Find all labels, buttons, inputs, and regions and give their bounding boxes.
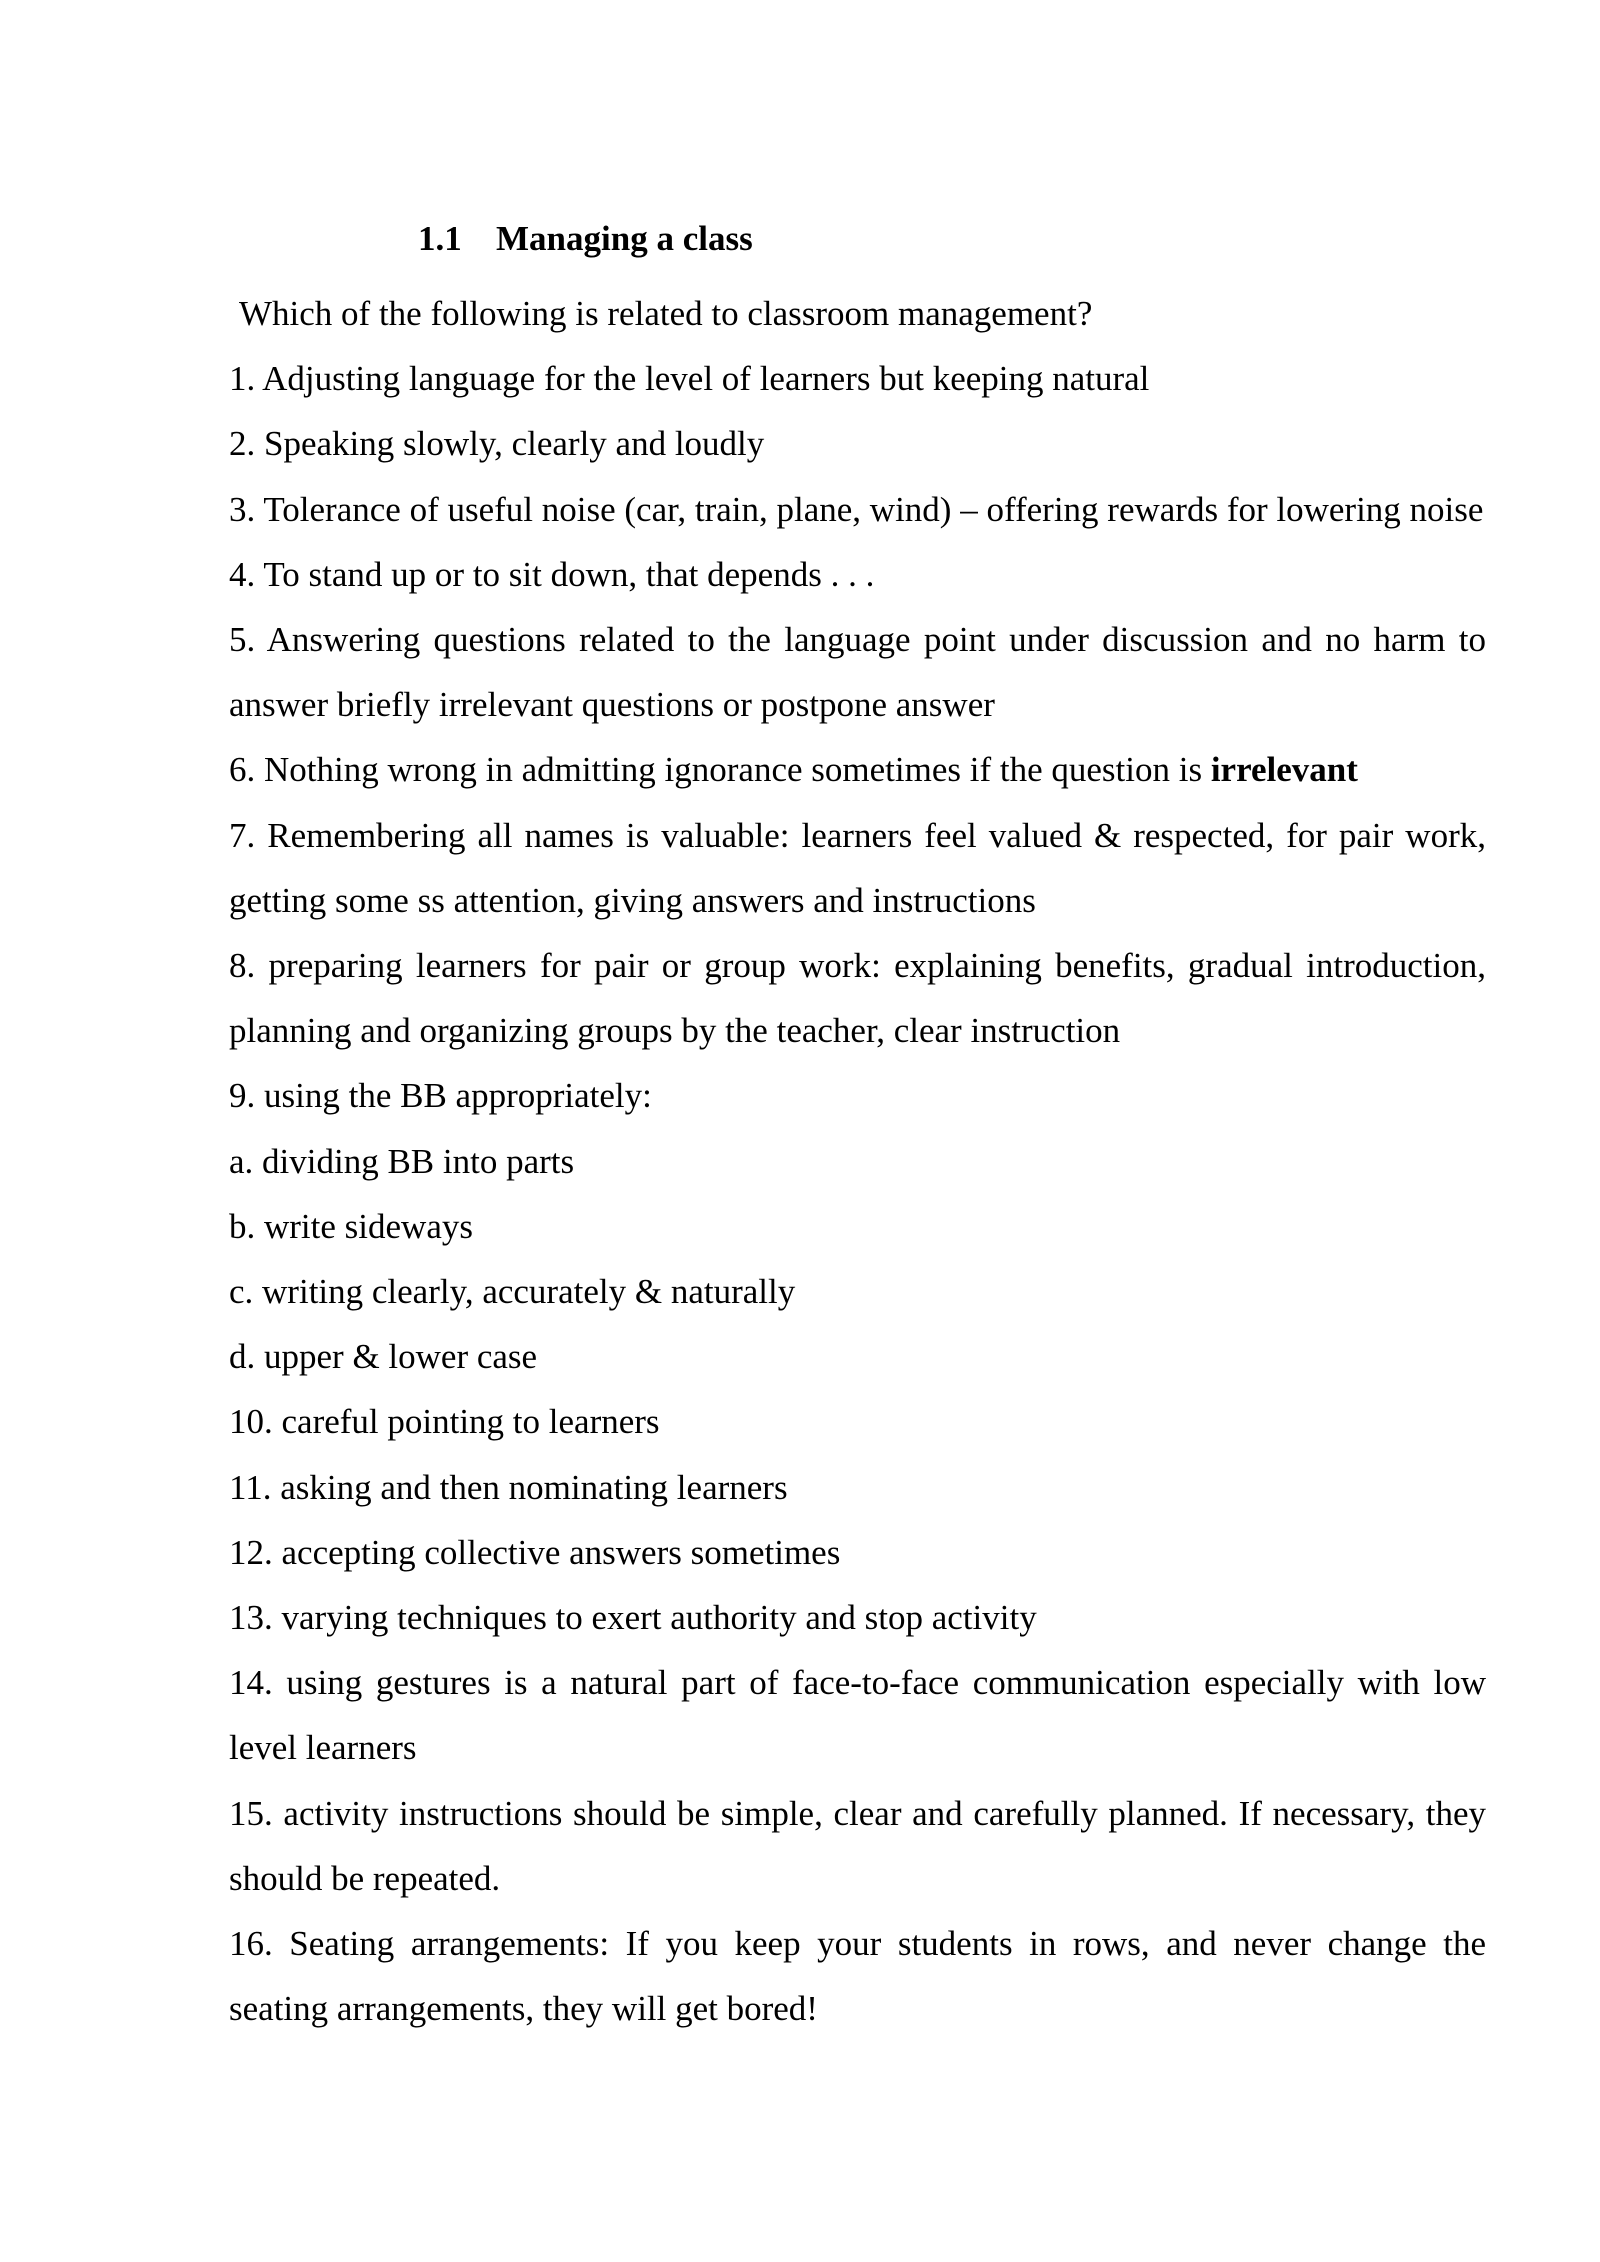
list-item-2: 2. Speaking slowly, clearly and loudly xyxy=(229,424,765,464)
list-item-1: 1. Adjusting language for the level of learners but keeping natural xyxy=(229,359,1150,399)
list-item-12: 12. accepting collective answers sometimes xyxy=(229,1532,841,1572)
list-item-9d: d. upper & lower case xyxy=(229,1337,538,1377)
list-item-8: 8. preparing learners for pair or group work: explaining benefits, gradual introduction, planning and organizing groups by the teacher, clear instruction xyxy=(229,946,1486,1051)
list-item-9: 9. using the BB appropriately: xyxy=(229,1076,652,1116)
list-item-6-emphasis: irrelevant xyxy=(1210,750,1358,790)
list-item-5: 5. Answering questions related to the language point under discussion and no harm to answer briefly irrelevant questions or postpone answer xyxy=(229,620,1486,725)
list-item-11: 11. asking and then nominating learners xyxy=(229,1467,788,1507)
section-title: Managing a class xyxy=(496,219,753,258)
list-item-3: 3. Tolerance of useful noise (car, train, plane, wind) – offering rewards for lowering noise xyxy=(229,489,1484,529)
list-item-9a: a. dividing BB into parts xyxy=(229,1141,575,1181)
list-item-15: 15. activity instructions should be simple, clear and carefully planned. If necessary, they should be repeated. xyxy=(229,1793,1486,1898)
list-item-13: 13. varying techniques to exert authority and stop activity xyxy=(229,1598,1037,1638)
list-item-9c: c. writing clearly, accurately & naturally xyxy=(229,1272,796,1312)
section-number: 1.1 xyxy=(418,219,462,258)
intro-question: Which of the following is related to classroom management? xyxy=(239,294,1093,333)
list-item-7: 7. Remembering all names is valuable: learners feel valued & respected, for pair work, getting some ss attention, giving answers and instructions xyxy=(229,815,1486,920)
list-item-6 xyxy=(229,737,1486,802)
list-item-14: 14. using gestures is a natural part of face-to-face communication especially with low level learners xyxy=(229,1663,1486,1768)
list-item-10: 10. careful pointing to learners xyxy=(229,1402,660,1442)
list-item-6-text: 6. Nothing wrong in admitting ignorance sometimes if the question is xyxy=(229,750,1211,790)
list-item-4: 4. To stand up or to sit down, that depends . . . xyxy=(229,554,875,594)
section-heading xyxy=(418,216,753,262)
document-body xyxy=(229,281,1486,2041)
list-item-16: 16. Seating arrangements: If you keep your students in rows, and never change the seating arrangements, they will get bored! xyxy=(229,1924,1486,2029)
list-item-9b: b. write sideways xyxy=(229,1206,473,1246)
